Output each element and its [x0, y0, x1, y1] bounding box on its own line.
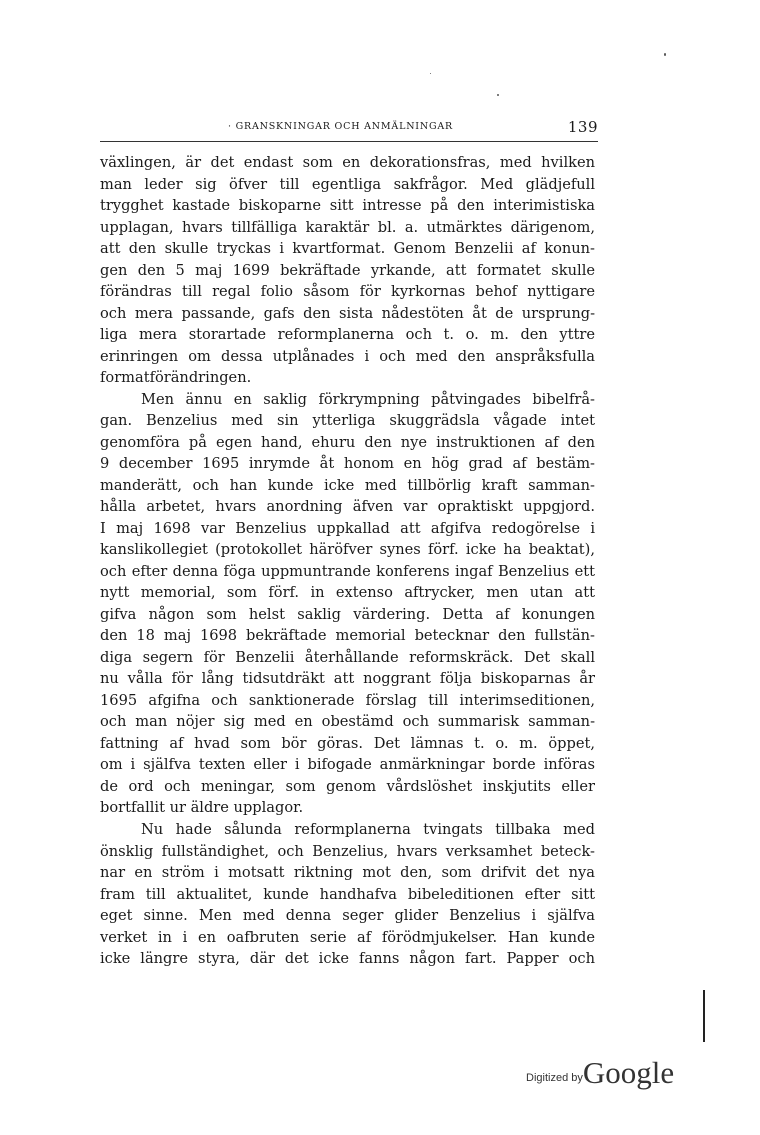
text-line: hålla arbetet, hvars anordning äfven var opraktiskt uppgjord.: [100, 498, 595, 516]
text-line: förändras till regal folio såsom för kyrkornas behof nyttigare: [100, 283, 595, 301]
watermark-prefix: Digitized by: [526, 1072, 583, 1084]
text-line: växlingen, är det endast som en dekorationsfras, med hvilken: [100, 154, 595, 171]
text-line: kanslikollegiet (protokollet häröfver synes förf. icke ha beaktat),: [100, 541, 595, 559]
text-line: och man nöjer sig med en obestämd och summarisk samman-: [100, 713, 595, 731]
scan-speck: [430, 73, 431, 74]
header-rule: [100, 141, 598, 142]
text-line: fram till aktualitet, kunde handhafva bibeleditionen efter sitt: [100, 885, 595, 903]
text-line: att den skulle tryckas i kvartformat. Genom Benzelii af konun-: [100, 240, 595, 258]
page-header: [100, 119, 598, 139]
watermark-brand: Google: [582, 1055, 675, 1090]
margin-mark: [703, 990, 705, 1042]
text-line: om i själfva texten eller i bifogade anmärkningar borde införas: [100, 756, 595, 774]
text-line: nytt memorial, som förf. in extenso aftrycker, men utan att: [100, 584, 595, 602]
body-text: [100, 152, 595, 970]
text-line: formatförändringen.: [100, 369, 252, 387]
text-line: önsklig fullständighet, och Benzelius, hvars verksamhet beteck-: [100, 842, 595, 860]
text-line: och efter denna föga uppmuntrande konferens ingaf Benzelius ett: [100, 562, 595, 580]
text-line: nar en ström i motsatt riktning mot den, som drifvit det nya: [100, 864, 595, 882]
text-line: fattning af hvad som bör göras. Det lämnas t. o. m. öppet,: [100, 734, 595, 752]
text-line: 1695 afgifna och sanktionerade förslag till interimseditionen,: [100, 691, 595, 709]
text-line: genomföra på egen hand, ehuru den nye instruktionen af den: [100, 433, 595, 451]
text-line: manderätt, och han kunde icke med tillbörlig kraft samman-: [100, 476, 595, 494]
text-line: bortfallit ur äldre upplagor.: [100, 799, 304, 817]
text-line: den 18 maj 1698 bekräftade memorial betecknar den fullstän-: [100, 627, 595, 645]
text-line: verket in i en oafbruten serie af förödmjukelser. Han kunde: [100, 928, 595, 946]
text-line: erinringen om dessa utplånades i och med den anspråksfulla: [100, 347, 595, 365]
digitized-watermark: [526, 1055, 674, 1091]
text-line: upplagan, hvars tillfälliga karaktär bl. a. utmärktes därigenom,: [100, 218, 595, 236]
text-line: eget sinne. Men med denna seger glider Benzelius i själfva: [100, 907, 595, 925]
page-number: 139: [567, 118, 598, 136]
text-line: nu vålla för lång tidsutdräkt att noggrant följa biskoparnas år: [100, 670, 595, 688]
text-line: man leder sig öfver till egentliga sakfrågor. Med glädjefull: [100, 175, 595, 193]
text-line: trygghet kastade biskoparne sitt intresse på den interimistiska: [100, 197, 595, 215]
paragraph-start: Nu hade sålunda reformplanerna tvingats tillbaka med: [141, 820, 595, 838]
text-line: och mera passande, gafs den sista nådestöten åt de ursprung-: [100, 304, 595, 322]
text-line: gen den 5 maj 1699 bekräftade yrkande, att formatet skulle: [100, 261, 595, 279]
text-line: 9 december 1695 inrymde åt honom en hög grad af bestäm-: [100, 455, 595, 473]
text-line: de ord och meningar, som genom vårdslöshet inskjutits eller: [100, 777, 595, 795]
text-line: diga segern för Benzelii återhållande reformskräck. Det skall: [100, 648, 595, 666]
text-line: icke längre styra, där det icke fanns någon fart. Papper och: [100, 950, 595, 968]
running-head: · GRANSKNINGAR OCH ANMÄLNINGAR: [228, 121, 453, 132]
paragraph-start: Men ännu en saklig förkrympning påtvingades bibelfrå-: [141, 390, 595, 408]
text-line: gifva någon som helst saklig värdering. Detta af konungen: [100, 605, 595, 623]
text-line: gan. Benzelius med sin ytterliga skuggrädsla vågade intet: [100, 412, 595, 430]
scan-speck: [664, 53, 666, 56]
scan-speck: [497, 94, 499, 96]
text-line: I maj 1698 var Benzelius uppkallad att afgifva redogörelse i: [100, 519, 595, 537]
text-line: liga mera storartade reformplanerna och t. o. m. den yttre: [100, 326, 595, 344]
